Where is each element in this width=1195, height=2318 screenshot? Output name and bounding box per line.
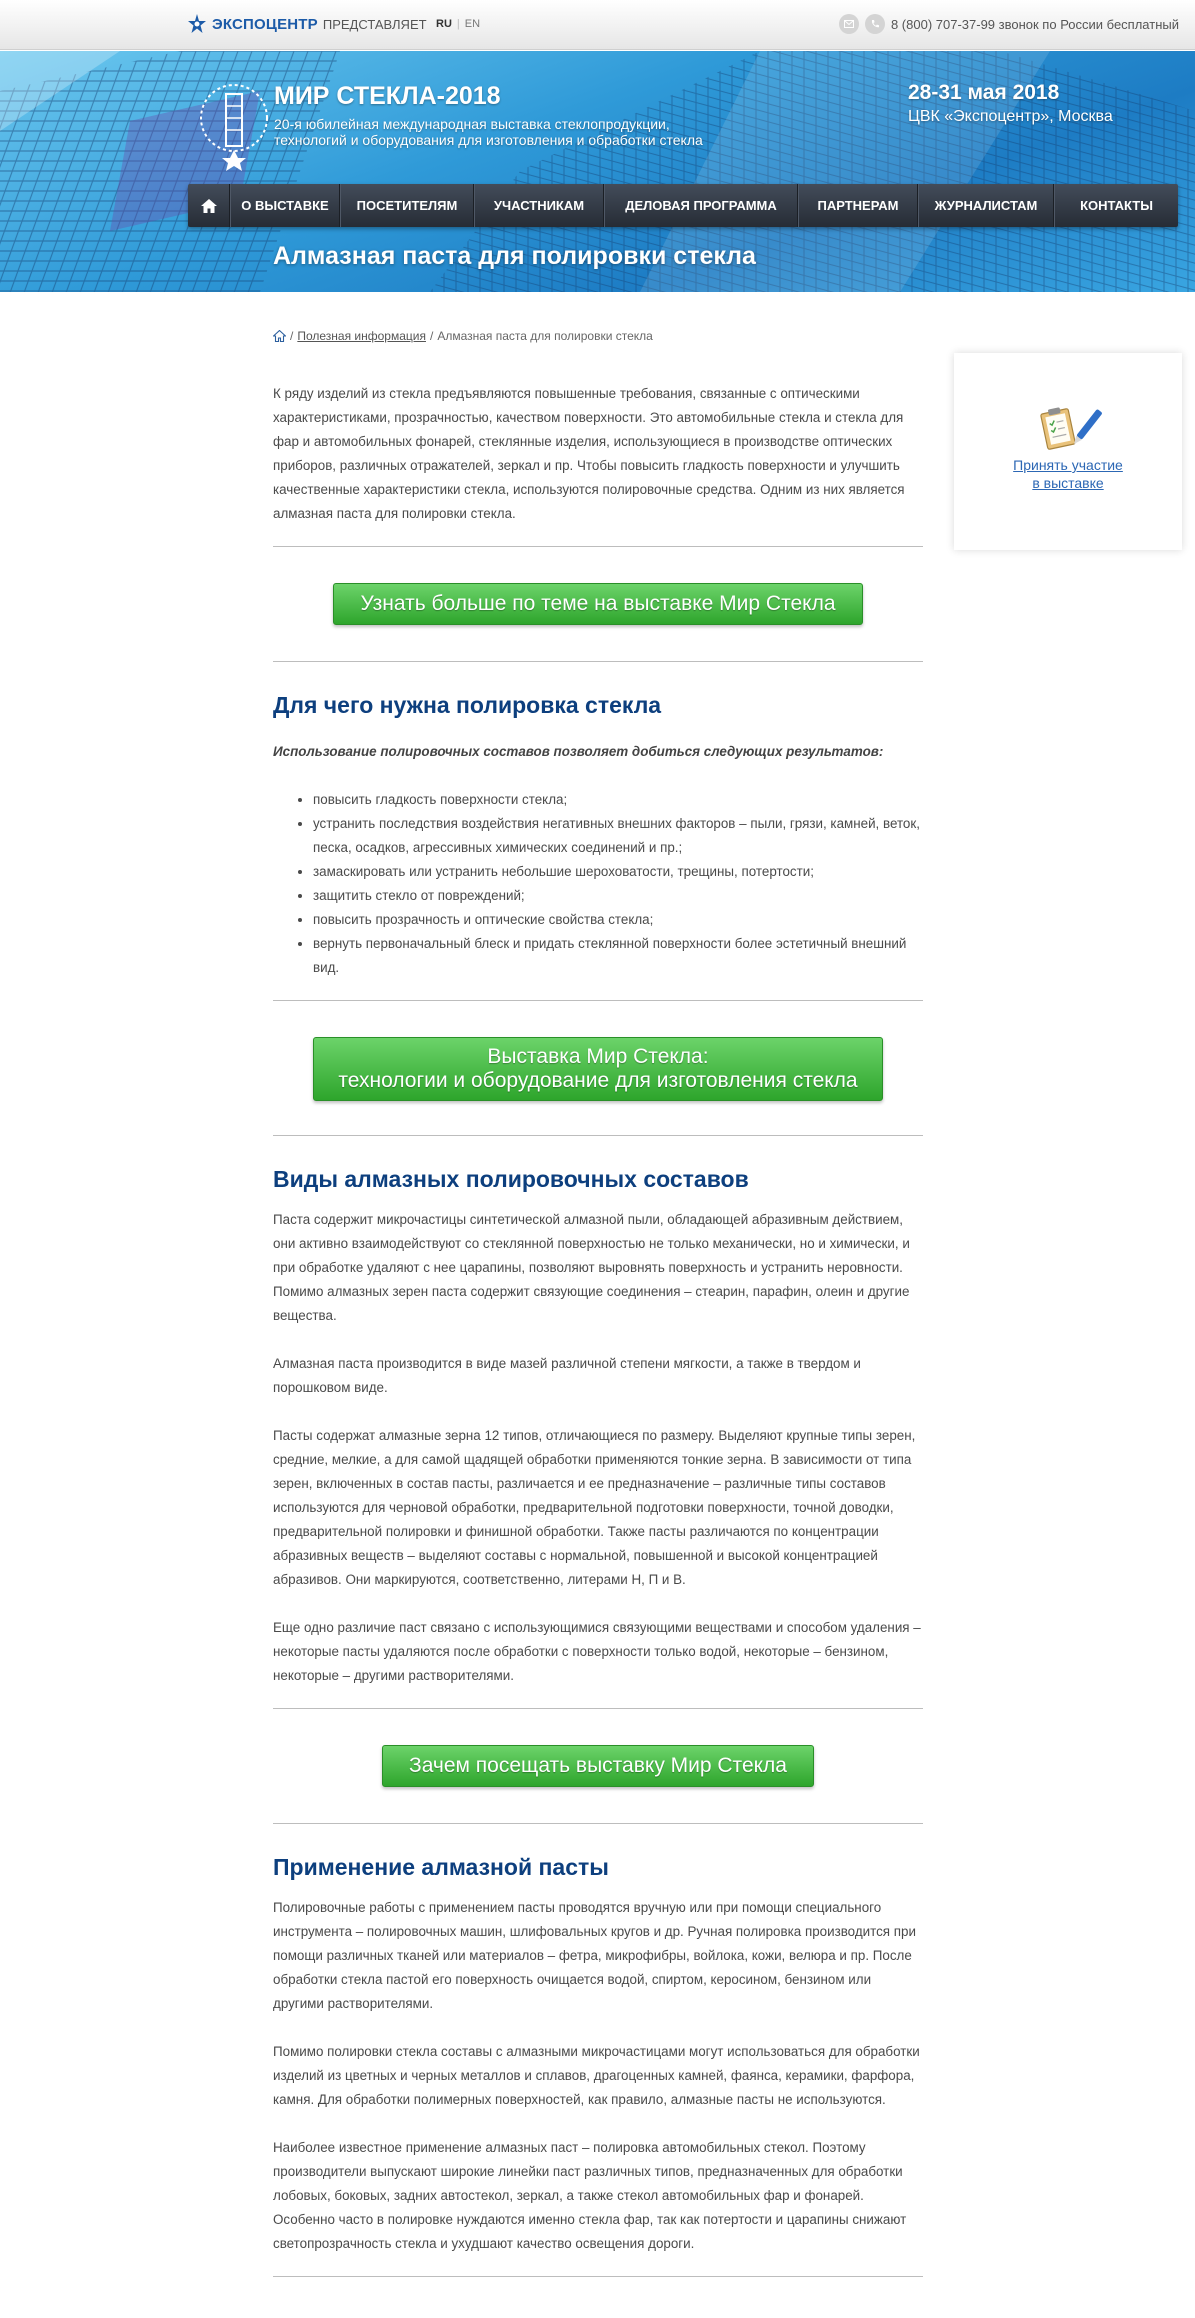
nav-item-business-program[interactable]: ДЕЛОВАЯ ПРОГРАММА bbox=[604, 184, 798, 227]
phone-icon[interactable] bbox=[865, 14, 885, 34]
nav-item-contacts[interactable]: КОНТАКТЫ bbox=[1054, 184, 1178, 227]
exhibition-button-line1: Выставка Мир Стекла: bbox=[487, 1045, 709, 1068]
paragraph: Алмазная паста производится в виде мазей различной степени мягкости, а также в твердом и порошковом виде. bbox=[273, 1356, 861, 1395]
cta-row-2 bbox=[273, 1037, 923, 1101]
breadcrumb-separator: / bbox=[290, 329, 294, 343]
participate-box bbox=[954, 353, 1182, 550]
event-emblem-icon bbox=[196, 76, 272, 176]
site-subtitle-line1: 20-я юбилейная международная выставка стеклопродукции, bbox=[274, 116, 670, 132]
clipboard-pen-icon bbox=[1032, 405, 1104, 451]
nav-home-button[interactable] bbox=[188, 184, 230, 227]
section-heading-types: Виды алмазных полировочных составов bbox=[273, 1166, 749, 1192]
main-content bbox=[273, 320, 923, 2277]
list-item: • повысить прозрачность и оптические свойства стекла; bbox=[313, 908, 923, 932]
paragraph: Помимо полировки стекла составы с алмазными микрочастицами могут использоваться для обработки изделий из цветных и черных металлов и сплавов, драгоценных камней, фаянса, керамики, фарфора, камня. Для обработки полимерных поверхностей, как правило, алмазные пасты не используются. bbox=[273, 2044, 920, 2107]
exhibition-button-line2: технологии и оборудование для изготовления стекла bbox=[338, 1069, 858, 1092]
breadcrumb-separator: / bbox=[429, 329, 434, 343]
exhibition-button[interactable] bbox=[313, 1037, 882, 1101]
nav-item-journalists[interactable]: ЖУРНАЛИСТАМ bbox=[918, 184, 1054, 227]
section-lead: Использование полировочных составов позволяет добиться следующих результатов: bbox=[273, 744, 884, 759]
divider bbox=[273, 1135, 923, 1136]
home-icon[interactable] bbox=[273, 330, 286, 342]
event-place: ЦВК «Экспоцентр», Москва bbox=[908, 108, 1113, 125]
paragraph: Паста содержит микрочастицы синтетической алмазной пыли, обладающей абразивным действием, они активно взаимодействуют со стеклянной поверхностью не только механически, но и химически, и при обработке удаляют с нее царапины, позволяют выровнять поверхность и устранить неровности. Помимо алмазных зерен паста содержит связующие соединения – стеарин, парафин, олеин и другие вещества. bbox=[273, 1212, 910, 1323]
logo-subtitle: ПРЕДСТАВЛЯЕТ bbox=[322, 16, 427, 32]
paragraph: Еще одно различие паст связано с использующимися связующими веществами и способом удаления – некоторые пасты удаляются после обработки с поверхности только водой, некоторые – бензином, некоторые – другими растворителями. bbox=[273, 1620, 921, 1683]
site-subtitle-line2: технологий и оборудования для изготовления и обработки стекла bbox=[274, 132, 703, 148]
phone-number[interactable]: 8 (800) 707-37-99 звонок по России бесплатный bbox=[890, 16, 1179, 32]
logo-name: ЭКСПОЦЕНТР bbox=[212, 15, 318, 33]
lang-en[interactable]: EN bbox=[464, 18, 481, 30]
site-title[interactable]: МИР СТЕКЛА-2018 bbox=[274, 82, 501, 110]
breadcrumb-current: Алмазная паста для полировки стекла bbox=[437, 329, 653, 343]
home-icon bbox=[201, 199, 217, 213]
header-banner bbox=[0, 51, 1195, 292]
list-item: • замаскировать или устранить небольшие шероховатости, трещины, потертости; bbox=[313, 860, 923, 884]
expocentre-logo[interactable] bbox=[186, 13, 427, 35]
lang-separator: | bbox=[456, 18, 460, 30]
event-date: 28-31 мая 2018 bbox=[908, 81, 1060, 104]
why-visit-button[interactable]: Зачем посещать выставку Мир Стекла bbox=[382, 1745, 814, 1787]
top-bar bbox=[0, 0, 1195, 50]
divider bbox=[273, 1823, 923, 1824]
site-subtitle bbox=[274, 116, 703, 148]
divider bbox=[273, 2276, 923, 2277]
participate-link-line2: в выставке bbox=[1032, 475, 1104, 491]
paragraph: Наиболее известное применение алмазных паст – полировка автомобильных стекол. Поэтому производители выпускают широкие линейки паст различных типов, предназначенных для обработки лобовых, боковых, задних автостекол, зеркал, а также стекол автомобильных фар и фонарей. Особенно часто в полировке нуждаются именно стекла фар, так как потертости и царапины снижают светопрозрачность стекла и ухудшают качество освещения дороги. bbox=[273, 2140, 907, 2251]
divider bbox=[273, 546, 923, 547]
list-item: • вернуть первоначальный блеск и придать стеклянной поверхности более эстетичный внешний вид. bbox=[313, 932, 923, 980]
nav-item-about[interactable]: О ВЫСТАВКЕ bbox=[230, 184, 340, 227]
paragraph: Полировочные работы с применением пасты проводятся вручную или при помощи специального инструмента – полировочных машин, шлифовальных кругов и др. Ручная полировка производится при помощи различных тканей или материалов – фетра, микрофибры, войлока, кожи, велюра и пр. После обработки стекла пастой его поверхность очищается водой, спиртом, керосином, бензином или другими растворителями. bbox=[273, 1900, 916, 2011]
participate-link-line1: Принять участие bbox=[1013, 457, 1123, 473]
breadcrumb-link-useful-info[interactable]: Полезная информация bbox=[297, 329, 426, 343]
nav-item-visitors[interactable]: ПОСЕТИТЕЛЯМ bbox=[340, 184, 474, 227]
breadcrumb bbox=[273, 320, 923, 352]
page-title: Алмазная паста для полировки стекла bbox=[273, 242, 756, 270]
divider bbox=[273, 661, 923, 662]
section-heading-application: Применение алмазной пасты bbox=[273, 1854, 609, 1880]
cta-row-1 bbox=[273, 583, 923, 625]
contacts bbox=[839, 14, 1179, 34]
nav-item-partners[interactable]: ПАРТНЕРАМ bbox=[798, 184, 918, 227]
learn-more-button[interactable]: Узнать больше по теме на выставке Мир Стекла bbox=[333, 583, 862, 625]
cta-row-3 bbox=[273, 1745, 923, 1787]
intro-paragraph: К ряду изделий из стекла предъявляются повышенные требования, связанные с оптическими характеристиками, прозрачностью, качеством поверхности. Это автомобильные стекла и стекла для фар и автомобильных фонарей, стеклянные изделия, использующиеся в производстве оптических приборов, различных отражателей, зеркал и пр. Чтобы повысить гладкость поверхности и улучшить качественные характеристики стекла, используются полировочные средства. Одним из них является алмазная паста для полировки стекла. bbox=[273, 386, 905, 521]
participate-link[interactable] bbox=[954, 456, 1182, 492]
paragraph: Пасты содержат алмазные зерна 12 типов, отличающиеся по размеру. Выделяют крупные типы зерен, средние, мелкие, а для самой щадящей обработки применяются тонкие зерна. В зависимости от типа зерен, включенных в состав пасты, различается и ее предназначение – различные типы составов используются для черновой обработки, предварительной подготовки поверхности, точной доводки, предварительной полировки и финишной обработки. Также пасты различаются по концентрации абразивных веществ – выделяют составы с нормальной, повышенной и высокой концентрацией абразивов. Они маркируются, соответственно, литерами Н, П и В. bbox=[273, 1428, 916, 1587]
list-item: • защитить стекло от повреждений; bbox=[313, 884, 923, 908]
list-item: • повысить гладкость поверхности стекла; bbox=[313, 788, 923, 812]
divider bbox=[273, 1000, 923, 1001]
language-switch bbox=[436, 18, 480, 30]
expocentre-star-icon bbox=[186, 13, 208, 35]
list-item: • устранить последствия воздействия негативных внешних факторов – пыли, грязи, камней, веток, песка, осадков, агрессивных химических соединений и пр.; bbox=[313, 812, 923, 860]
mail-icon[interactable] bbox=[839, 14, 859, 34]
main-navigation bbox=[188, 184, 1178, 227]
divider bbox=[273, 1708, 923, 1709]
lang-ru[interactable]: RU bbox=[436, 18, 452, 30]
results-list bbox=[313, 788, 923, 980]
nav-item-participants[interactable]: УЧАСТНИКАМ bbox=[474, 184, 604, 227]
section-heading-why-polish: Для чего нужна полировка стекла bbox=[273, 692, 662, 718]
